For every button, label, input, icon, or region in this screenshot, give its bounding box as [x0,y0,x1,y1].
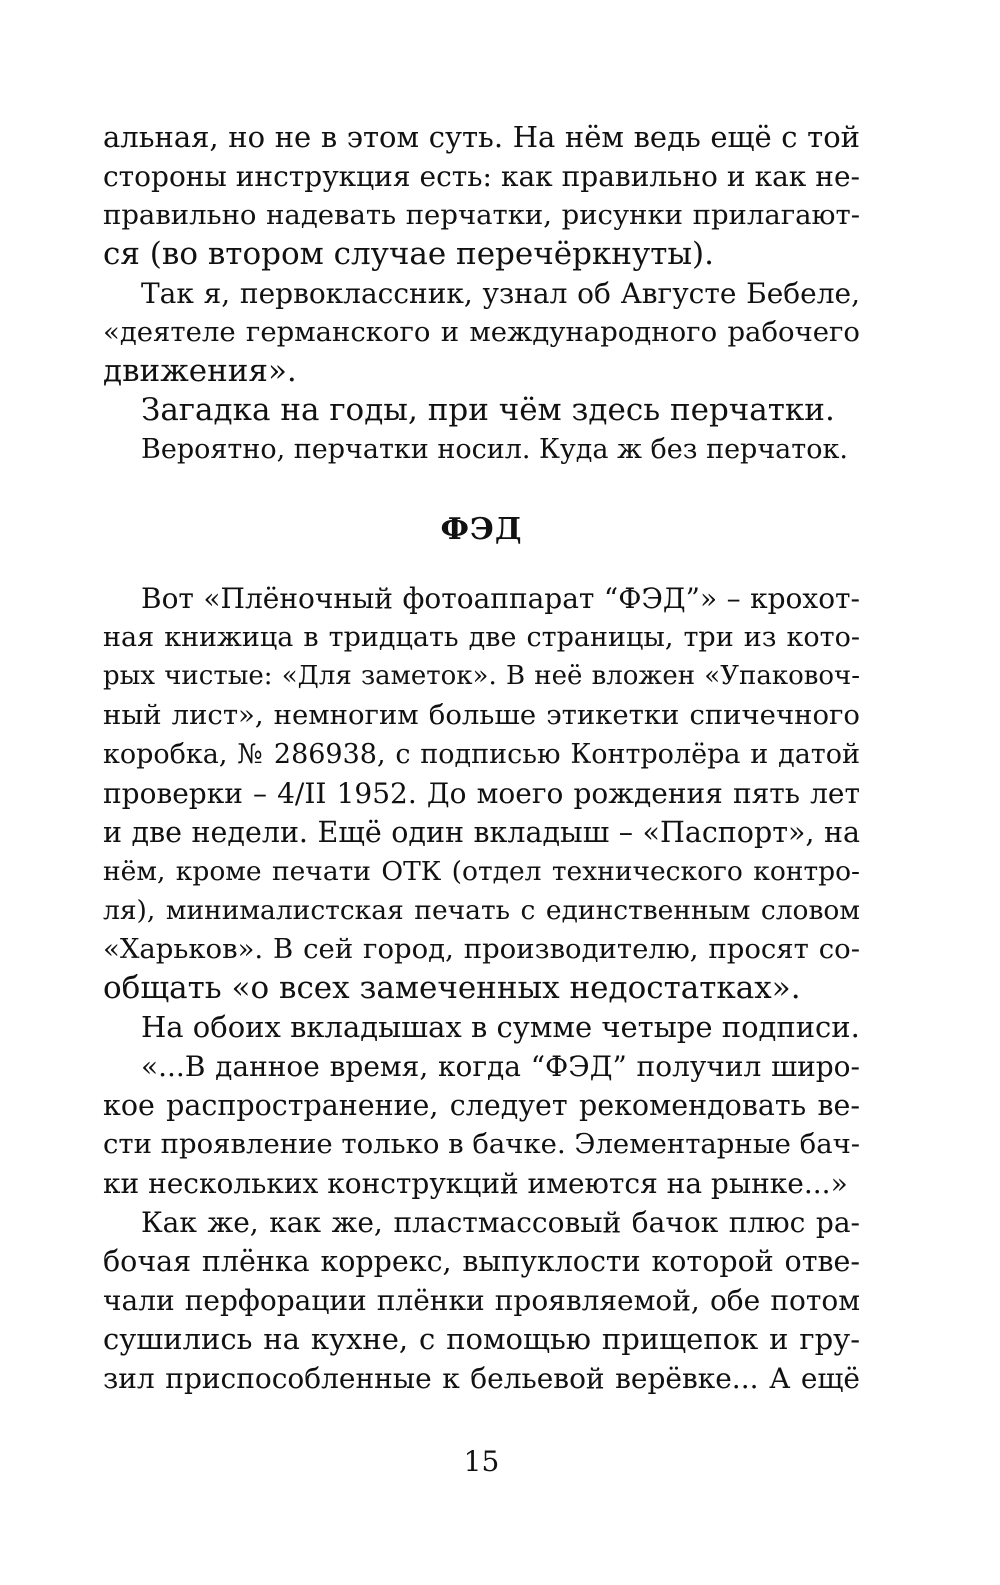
text-line: стороны инструкция есть: как правильно и как не- [103,160,860,193]
text-line: Загадка на годы, при чём здесь перчатки. [141,392,835,428]
text-line: «...В данное время, когда “ФЭД” получил широ- [141,1050,860,1083]
text-line: ная книжица в тридцать две страницы, три из кото- [103,622,860,653]
text-line: движения». [103,353,297,389]
text-line: На обоих вкладышах в сумме четыре подписи. [141,1010,860,1044]
text-line: проверки – 4/II 1952. До моего рождения пять лет [103,777,860,810]
text-line: ки нескольких конструкций имеются на рынке...» [103,1167,848,1200]
text-line: зил приспособленные к бельевой верёвке... А ещё [103,1362,860,1395]
page-number: 15 [463,1445,500,1478]
text-line: ся (во втором случае перечёркнуты). [103,236,714,272]
text-line: и две недели. Ещё один вкладыш – «Паспорт», на [103,816,860,849]
text-line: альная, но не в этом суть. На нём ведь ещё с той [103,120,860,154]
text-line: рых чистые: «Для заметок». В неё вложен «Упаковоч- [103,661,860,691]
text-line: коробка, № 286938, с подписью Контролёра и датой [103,739,860,770]
text-block-top [103,118,860,469]
text-line: нём, кроме печати ОТК (отдел технического контро- [103,856,860,887]
text-line: кое распространение, следует рекомендовать ве- [103,1089,860,1122]
text-line: общать «о всех замеченных недостатках». [103,970,801,1006]
text-line: правильно надевать перчатки, рисунки прилагают- [103,199,860,231]
text-line: Так я, первоклассник, узнал об Августе Бебеле, [141,277,860,310]
text-line: ля), минималистская печать с единственным словом [103,895,860,926]
text-block-main [103,579,860,1398]
text-line: сти проявление только в бачке. Элементарные бач- [103,1128,860,1160]
text-line: Вероятно, перчатки носил. Куда ж без перчаток. [141,434,848,465]
text-line: Как же, как же, пластмассовый бачок плюс ра- [141,1206,860,1239]
text-line: чали перфорации плёнки проявляемой, обе потом [103,1284,860,1317]
text-line: сушились на кухне, с помощью прищепок и гру- [103,1322,860,1356]
text-line: ный лист», немногим больше этикетки спичечного [103,699,860,731]
text-line: «Харьков». В сей город, производителю, просят со- [103,933,860,965]
text-line: Вот «Плёночный фотоаппарат “ФЭД”» – крохот- [141,582,860,615]
text-line: бочая плёнка коррекс, выпуклости которой отве- [103,1245,860,1278]
text-line: «деятеле германского и международного рабочего [103,316,860,348]
section-heading: ФЭД [440,512,523,547]
